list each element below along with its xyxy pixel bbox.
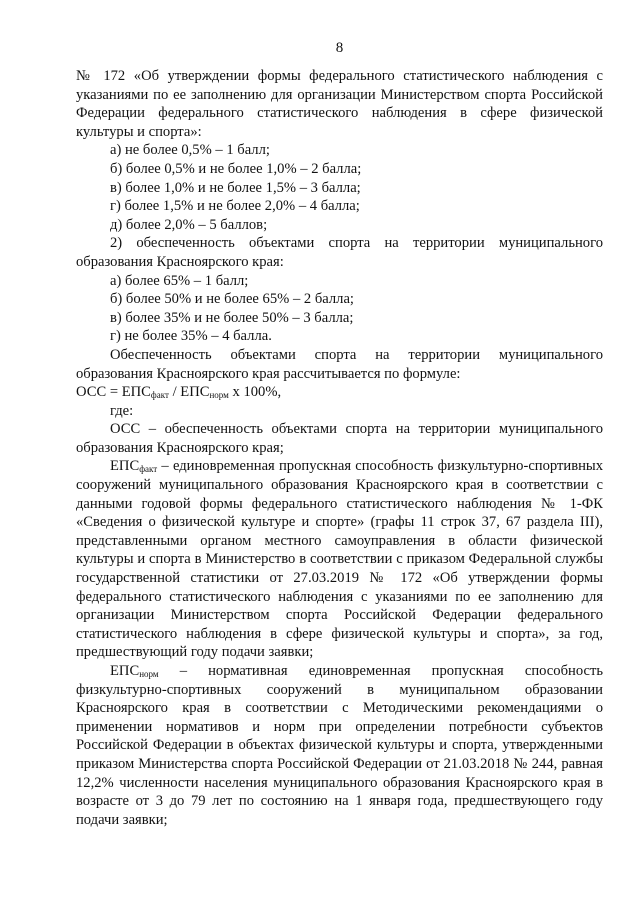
eps-norm-text: – нормативная единовременная пропускная способность физкультурно-спортивных сооружений в муниципальном образовании Красноярского края в соответствии с Методическими рекомендациями о применении нормативов и норм при определении потребности субъектов Российской Федерации в объектах физической культуры и спорта, утвержденными приказом Министерства спорта Российской Федерации от 21.03.2018 № 244, равная 12,2% численности населения муниципального образования Красноярского края в возрасте от 3 до 79 лет по состоянию на 1 января года, предшествующего году подачи заявки;: [76, 663, 603, 828]
document-body: [76, 67, 603, 829]
list2-item-c: в) более 35% и не более 50% – 3 балла;: [110, 309, 354, 326]
list1-item-a: а) не более 0,5% – 1 балл;: [110, 142, 270, 159]
formula: [76, 383, 603, 402]
list1-item-d: г) более 1,5% и не более 2,0% – 4 балла;: [110, 198, 360, 215]
where-label: где:: [110, 402, 134, 419]
formula-lhs: ОСС = ЕПС: [76, 384, 151, 401]
eps-fact-sub: факт: [139, 464, 158, 475]
definition-eps-fact: [76, 457, 603, 662]
list1-item-c: в) более 1,0% и не более 1,5% – 3 балла;: [110, 179, 361, 196]
eps-fact-term: ЕПС: [110, 458, 140, 475]
formula-intro-paragraph: Обеспеченность объектами спорта на территории муниципального образования Красноярского края рассчитывается по формуле:: [76, 346, 603, 382]
list2-item-b: б) более 50% и не более 65% – 2 балла;: [110, 291, 354, 308]
eps-norm-sub: норм: [139, 669, 159, 679]
formula-mid: / ЕПС: [168, 384, 210, 401]
formula-sub-fact: факт: [150, 390, 169, 401]
list1-item-e: д) более 2,0% – 5 баллов;: [110, 216, 268, 233]
list2-item-d: г) не более 35% – 4 балла.: [110, 328, 272, 345]
page-number: 8: [335, 40, 344, 56]
list1-item-b: б) более 0,5% и не более 1,0% – 2 балла;: [110, 160, 362, 177]
formula-sub-norm: норм: [209, 390, 229, 401]
list2-item-a: а) более 65% – 1 балл;: [110, 272, 249, 289]
point-2-paragraph: 2) обеспеченность объектами спорта на территории муниципального образования Красноярского края:: [76, 235, 603, 270]
eps-norm-term: ЕПС: [110, 663, 140, 679]
definition-eps-norm: [76, 662, 603, 829]
eps-fact-text: – единовременная пропускная способность физкультурно-спортивных сооружений муниципального образования Красноярского края в соответствии с данными годовой формы федерального статистического наблюдения № 1-ФК «Сведения о физической культуре и спорте» (графы 11 строк 37, 67 раздела III), представленными органом местного самоуправления в области физической культуры и спорта в Министерство в соответствии с приказом Федеральной службы государственной статистики от 27.03.2019 № 172 «Об утверждении формы федерального статистического наблюдения с указаниями по ее заполнению для организации Министерством спорта Российской Федерации федерального статистического наблюдения в сфере физической культуры и спорта», за год, предшествующий году подачи заявки;: [76, 458, 603, 661]
intro-paragraph: № 172 «Об утверждении формы федерального статистического наблюдения с указаниями по ее заполнению для организации Министерством спорта Российской Федерации федерального статистического наблюдения в сфере физической культуры и спорта»:: [76, 68, 603, 140]
formula-rhs: x 100%,: [228, 384, 282, 401]
definition-occ: ОСС – обеспеченность объектами спорта на территории муниципального образования Красноярского края;: [76, 421, 603, 456]
